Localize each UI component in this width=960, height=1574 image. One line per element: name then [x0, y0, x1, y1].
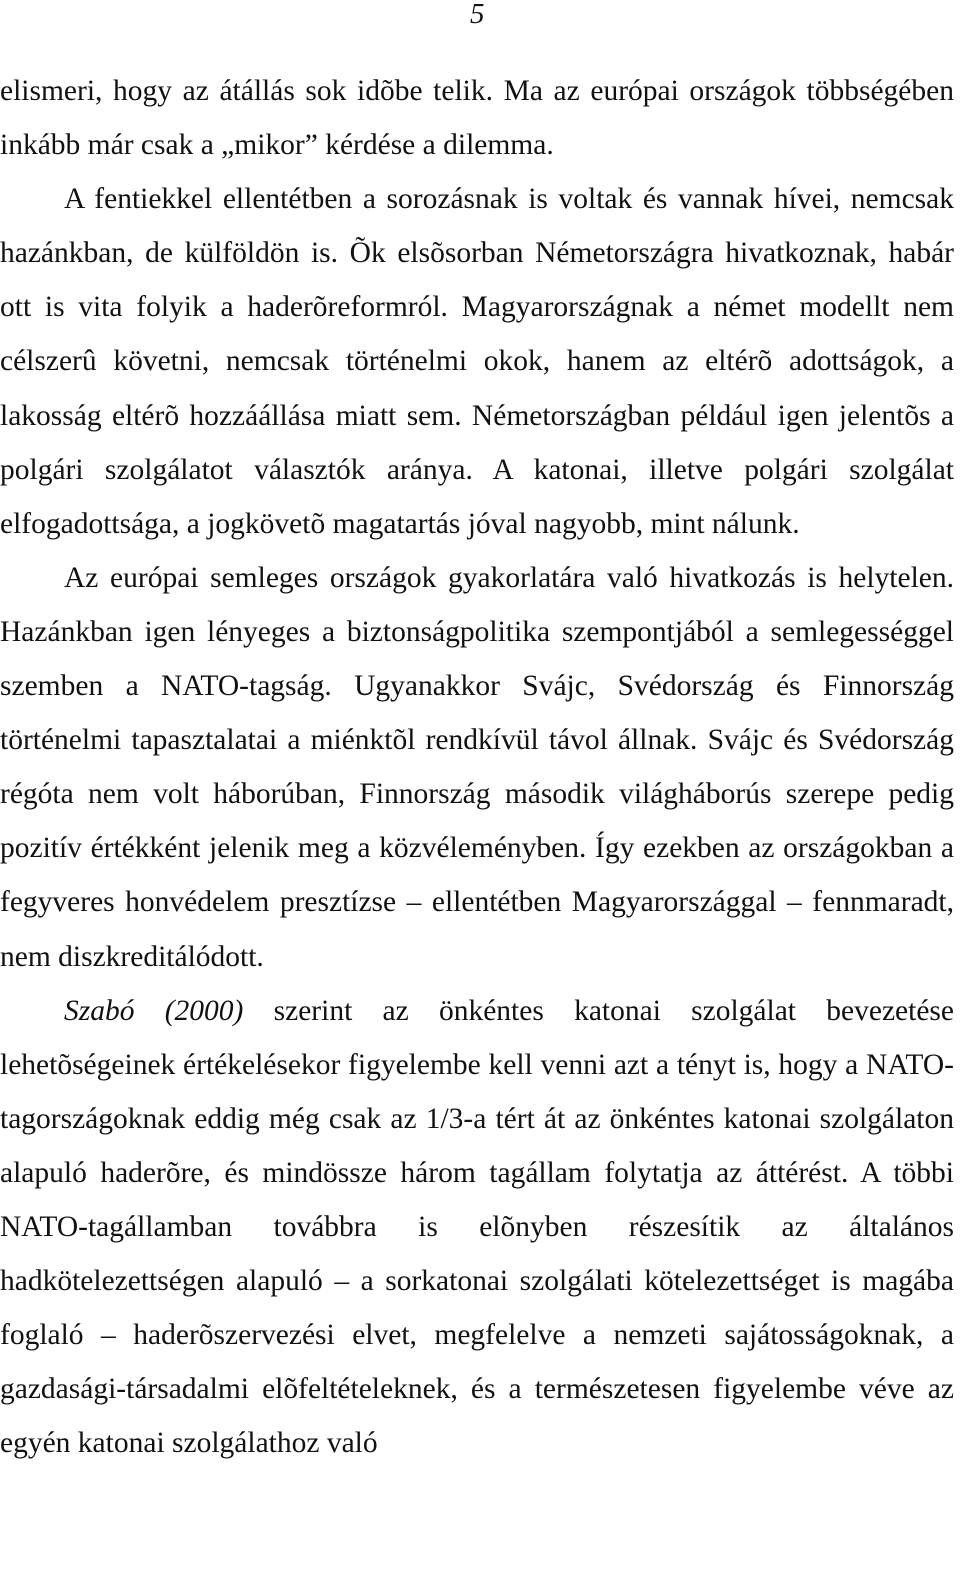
document-body — [0, 64, 954, 1470]
citation-reference: Szabó (2000) — [64, 994, 244, 1027]
paragraph-continuation: elismeri, hogy az átállás sok idõbe telik. Ma az európai országok többségében inkább már csak a „mikor” kérdése a dilemma. — [0, 75, 954, 162]
paragraph-szabo — [0, 984, 954, 1471]
paragraph-szabo-text: szerint az önkéntes katonai szolgálat bevezetése lehetõségeinek értékelésekor figyelembe kell venni azt a tényt is, hogy a NATO-tagországoknak eddig még csak az 1/3-a tért át az önkéntes katonai szolgálaton alapuló haderõre, és mindössze három tagállam folytatja az áttérést. A többi NATO-tagállamban továbbra is elõnyben részesítik az általános hadkötelezettségen alapuló – a sorkatonai szolgálati kötelezettséget is magába foglaló – haderõszervezési elvet, megfelelve a nemzeti sajátosságoknak, a gazdasági-társadalmi elõfeltételeknek, és a természetesen figyelembe véve az egyén katonai szolgálathoz való — [0, 994, 954, 1460]
page-number: 5 — [470, 0, 485, 30]
paragraph-conscription-supporters: A fentiekkel ellentétben a sorozásnak is voltak és vannak hívei, nemcsak hazánkban, de külföldön is. Õk elsõsorban Németországra hivatkoznak, habár ott is vita folyik a haderõreformról. Magyarországnak a német modellt nem célszerû követni, nemcsak történelmi okok, hanem az eltérõ adottságok, a lakosság eltérõ hozzáállása miatt sem. Németországban például igen jelentõs a polgári szolgálatot választók aránya. A katonai, illetve polgári szolgálat elfogadottsága, a jogkövetõ magatartás jóval nagyobb, mint nálunk. — [0, 183, 954, 540]
paragraph-neutral-countries: Az európai semleges országok gyakorlatára való hivatkozás is helytelen. Hazánkban igen lényeges a biztonságpolitika szempontjából a semlegességgel szemben a NATO-tagság. Ugyanakkor Svájc, Svédország és Finnország történelmi tapasztalatai a miénktõl rendkívül távol állnak. Svájc és Svédország régóta nem volt háborúban, Finnország második világháborús szerepe pedig pozitív értékként jelenik meg a közvéleményben. Így ezekben az országokban a fegyveres honvédelem presztízse – ellentétben Magyarországgal – fennmaradt, nem diszkreditálódott. — [0, 561, 954, 973]
